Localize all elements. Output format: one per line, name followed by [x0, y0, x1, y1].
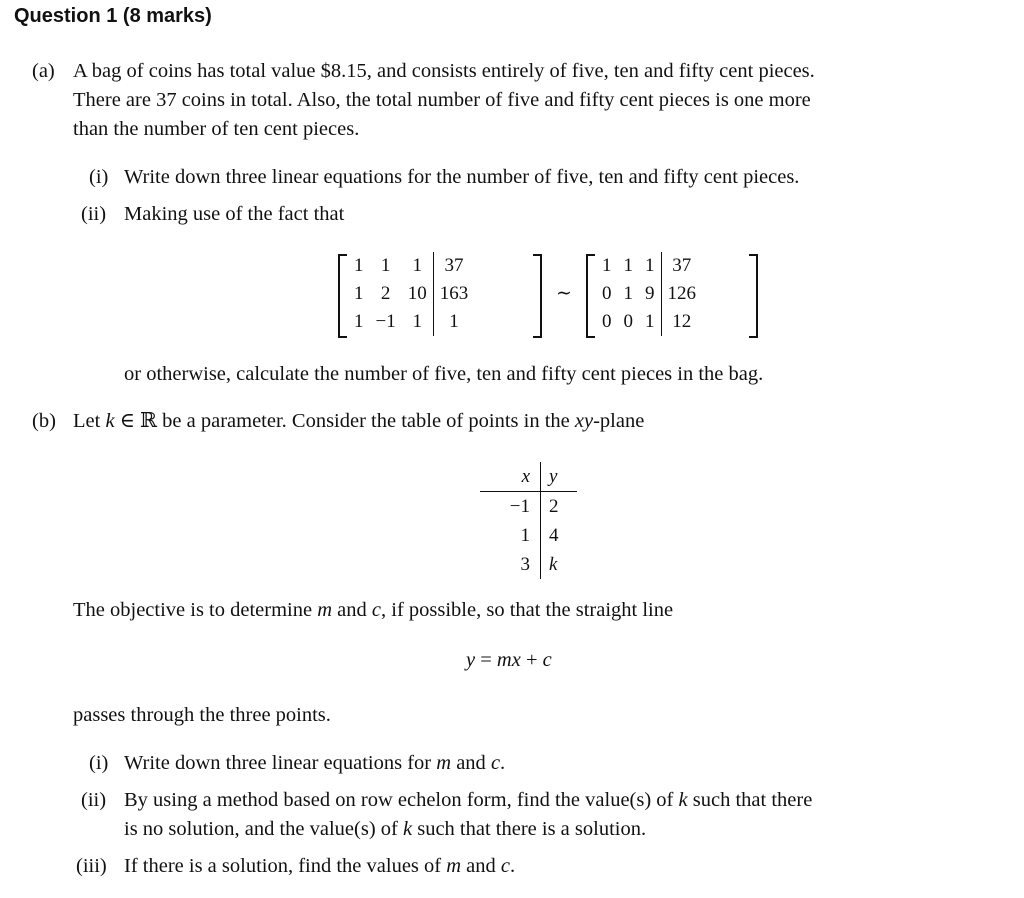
points-table-row [480, 492, 577, 522]
matrix-entry: 1 [412, 311, 422, 332]
part-a-line-3: than the number of ten cent pieces. [73, 118, 360, 140]
math-y: y [466, 649, 476, 671]
y-value: 4 [549, 525, 559, 546]
math-m: m [446, 855, 462, 877]
matrix-entry: 1 [412, 255, 422, 276]
matrix-entry: 163 [433, 280, 474, 308]
part-a-i [89, 163, 799, 192]
matrix-entry: 1 [380, 255, 391, 276]
math-plus: + [520, 649, 543, 671]
matrix-entry: 1 [433, 308, 474, 336]
part-b-label: (b) [32, 410, 56, 432]
part-b-iii-label: (iii) [76, 855, 107, 877]
part-b-ii-line-2 [124, 815, 646, 844]
part-b-passes: passes through the three points. [73, 704, 331, 726]
text: such that there [687, 789, 813, 811]
matrix-right-bracket [533, 254, 542, 338]
part-a-label: (a) [32, 60, 55, 82]
matrix-entry: 2 [380, 283, 391, 304]
augmented-matrix-left [338, 252, 542, 336]
text: ∈ ℝ be a parameter. Consider the table of points in the [114, 410, 575, 432]
math-k: k [105, 410, 115, 432]
math-mx: mx [496, 649, 521, 671]
math-c: c [542, 649, 552, 671]
part-a-line-2: There are 37 coins in total. Also, the total number of five and fifty cent pieces is one more [73, 89, 811, 111]
points-table-row [480, 521, 577, 550]
matrix-row [348, 308, 474, 336]
part-a-line-1 [32, 57, 815, 86]
x-value: 1 [480, 521, 541, 550]
matrix-row [348, 252, 474, 280]
text: . [510, 855, 516, 877]
math-c: c [371, 599, 381, 621]
matrix-right-bracket [749, 254, 758, 338]
matrix-entry: 1 [645, 311, 655, 332]
part-a-ii-text: Making use of the fact that [124, 203, 345, 225]
part-a-text-1: A bag of coins has total value $8.15, and consists entirely of five, ten and fifty cent pieces. [73, 60, 815, 82]
math-c: c [490, 752, 501, 774]
part-a-i-text: Write down three linear equations for the number of five, ten and fifty cent pieces. [124, 166, 800, 188]
matrix-entry: 1 [623, 255, 633, 276]
matrix-left-bracket [338, 254, 347, 338]
matrix-entry: 0 [602, 311, 612, 332]
math-m: m [436, 752, 452, 774]
math-equals: = [475, 649, 497, 671]
math-k: k [402, 818, 413, 840]
y-value: 2 [549, 496, 559, 517]
math-c: c [500, 855, 511, 877]
question-title: Question 1 (8 marks) [14, 5, 212, 27]
math-k: k [678, 789, 688, 811]
text: and [451, 752, 491, 774]
matrix-left-bracket [586, 254, 595, 338]
part-b-i [89, 749, 505, 778]
part-b-i-label: (i) [89, 752, 109, 774]
matrix-entry: 10 [407, 283, 427, 304]
part-b-ii-label: (ii) [81, 789, 107, 811]
text: is no solution, and the value(s) of [124, 818, 403, 840]
text: The objective is to determine [73, 599, 318, 621]
text: By using a method based on row echelon form, find the value(s) of [124, 789, 679, 811]
matrix-entry: 37 [433, 252, 474, 280]
part-a-ii-label: (ii) [81, 203, 107, 225]
matrix-entry: 1 [354, 283, 364, 304]
matrix-entry: 126 [661, 280, 702, 308]
header-x: x [480, 462, 541, 492]
text: If there is a solution, find the values of [124, 855, 447, 877]
matrix-row [348, 280, 474, 308]
matrix-row [596, 308, 702, 336]
matrix-entry: 1 [623, 283, 633, 304]
matrix-entry: 37 [661, 252, 702, 280]
part-a-ii [81, 200, 344, 229]
text: such that there is a solution. [412, 818, 647, 840]
line-equation [466, 649, 552, 672]
text: Write down three linear equations for [124, 752, 437, 774]
matrix-entry: 1 [354, 311, 364, 332]
points-table-row [480, 550, 577, 579]
part-b-objective [73, 596, 673, 625]
part-b-intro [32, 407, 644, 436]
part-a-i-label: (i) [89, 166, 109, 188]
text: -plane [593, 410, 645, 432]
matrix-entry: 1 [602, 255, 612, 276]
augmented-matrix-right [586, 252, 758, 336]
text: . [500, 752, 506, 774]
points-table-header [480, 462, 577, 492]
text: and [461, 855, 501, 877]
math-m: m [317, 599, 333, 621]
text: and [332, 599, 372, 621]
text: Let [73, 410, 106, 432]
matrix-entry: 12 [661, 308, 702, 336]
matrix-entry: 1 [645, 255, 655, 276]
part-a-otherwise: or otherwise, calculate the number of five, ten and fifty cent pieces in the bag. [124, 363, 764, 385]
matrix-entry: 9 [645, 283, 655, 304]
x-value: −1 [480, 492, 541, 522]
matrix-right-table [596, 252, 702, 336]
matrix-left-table [348, 252, 474, 336]
matrix-entry: 0 [602, 283, 612, 304]
math-xy: xy [574, 410, 594, 432]
y-value: k [549, 554, 558, 575]
points-table [480, 462, 577, 579]
text: , if possible, so that the straight line [381, 599, 674, 621]
part-b-ii-line-1 [81, 786, 812, 815]
matrix-entry: −1 [375, 311, 396, 332]
part-b-iii [76, 852, 515, 881]
matrix-entry: 0 [623, 311, 633, 332]
row-equivalence-symbol: ∼ [556, 283, 572, 304]
x-value: 3 [480, 550, 541, 579]
header-y: y [541, 462, 578, 492]
matrix-entry: 1 [354, 255, 364, 276]
matrix-row [596, 252, 702, 280]
matrix-row [596, 280, 702, 308]
